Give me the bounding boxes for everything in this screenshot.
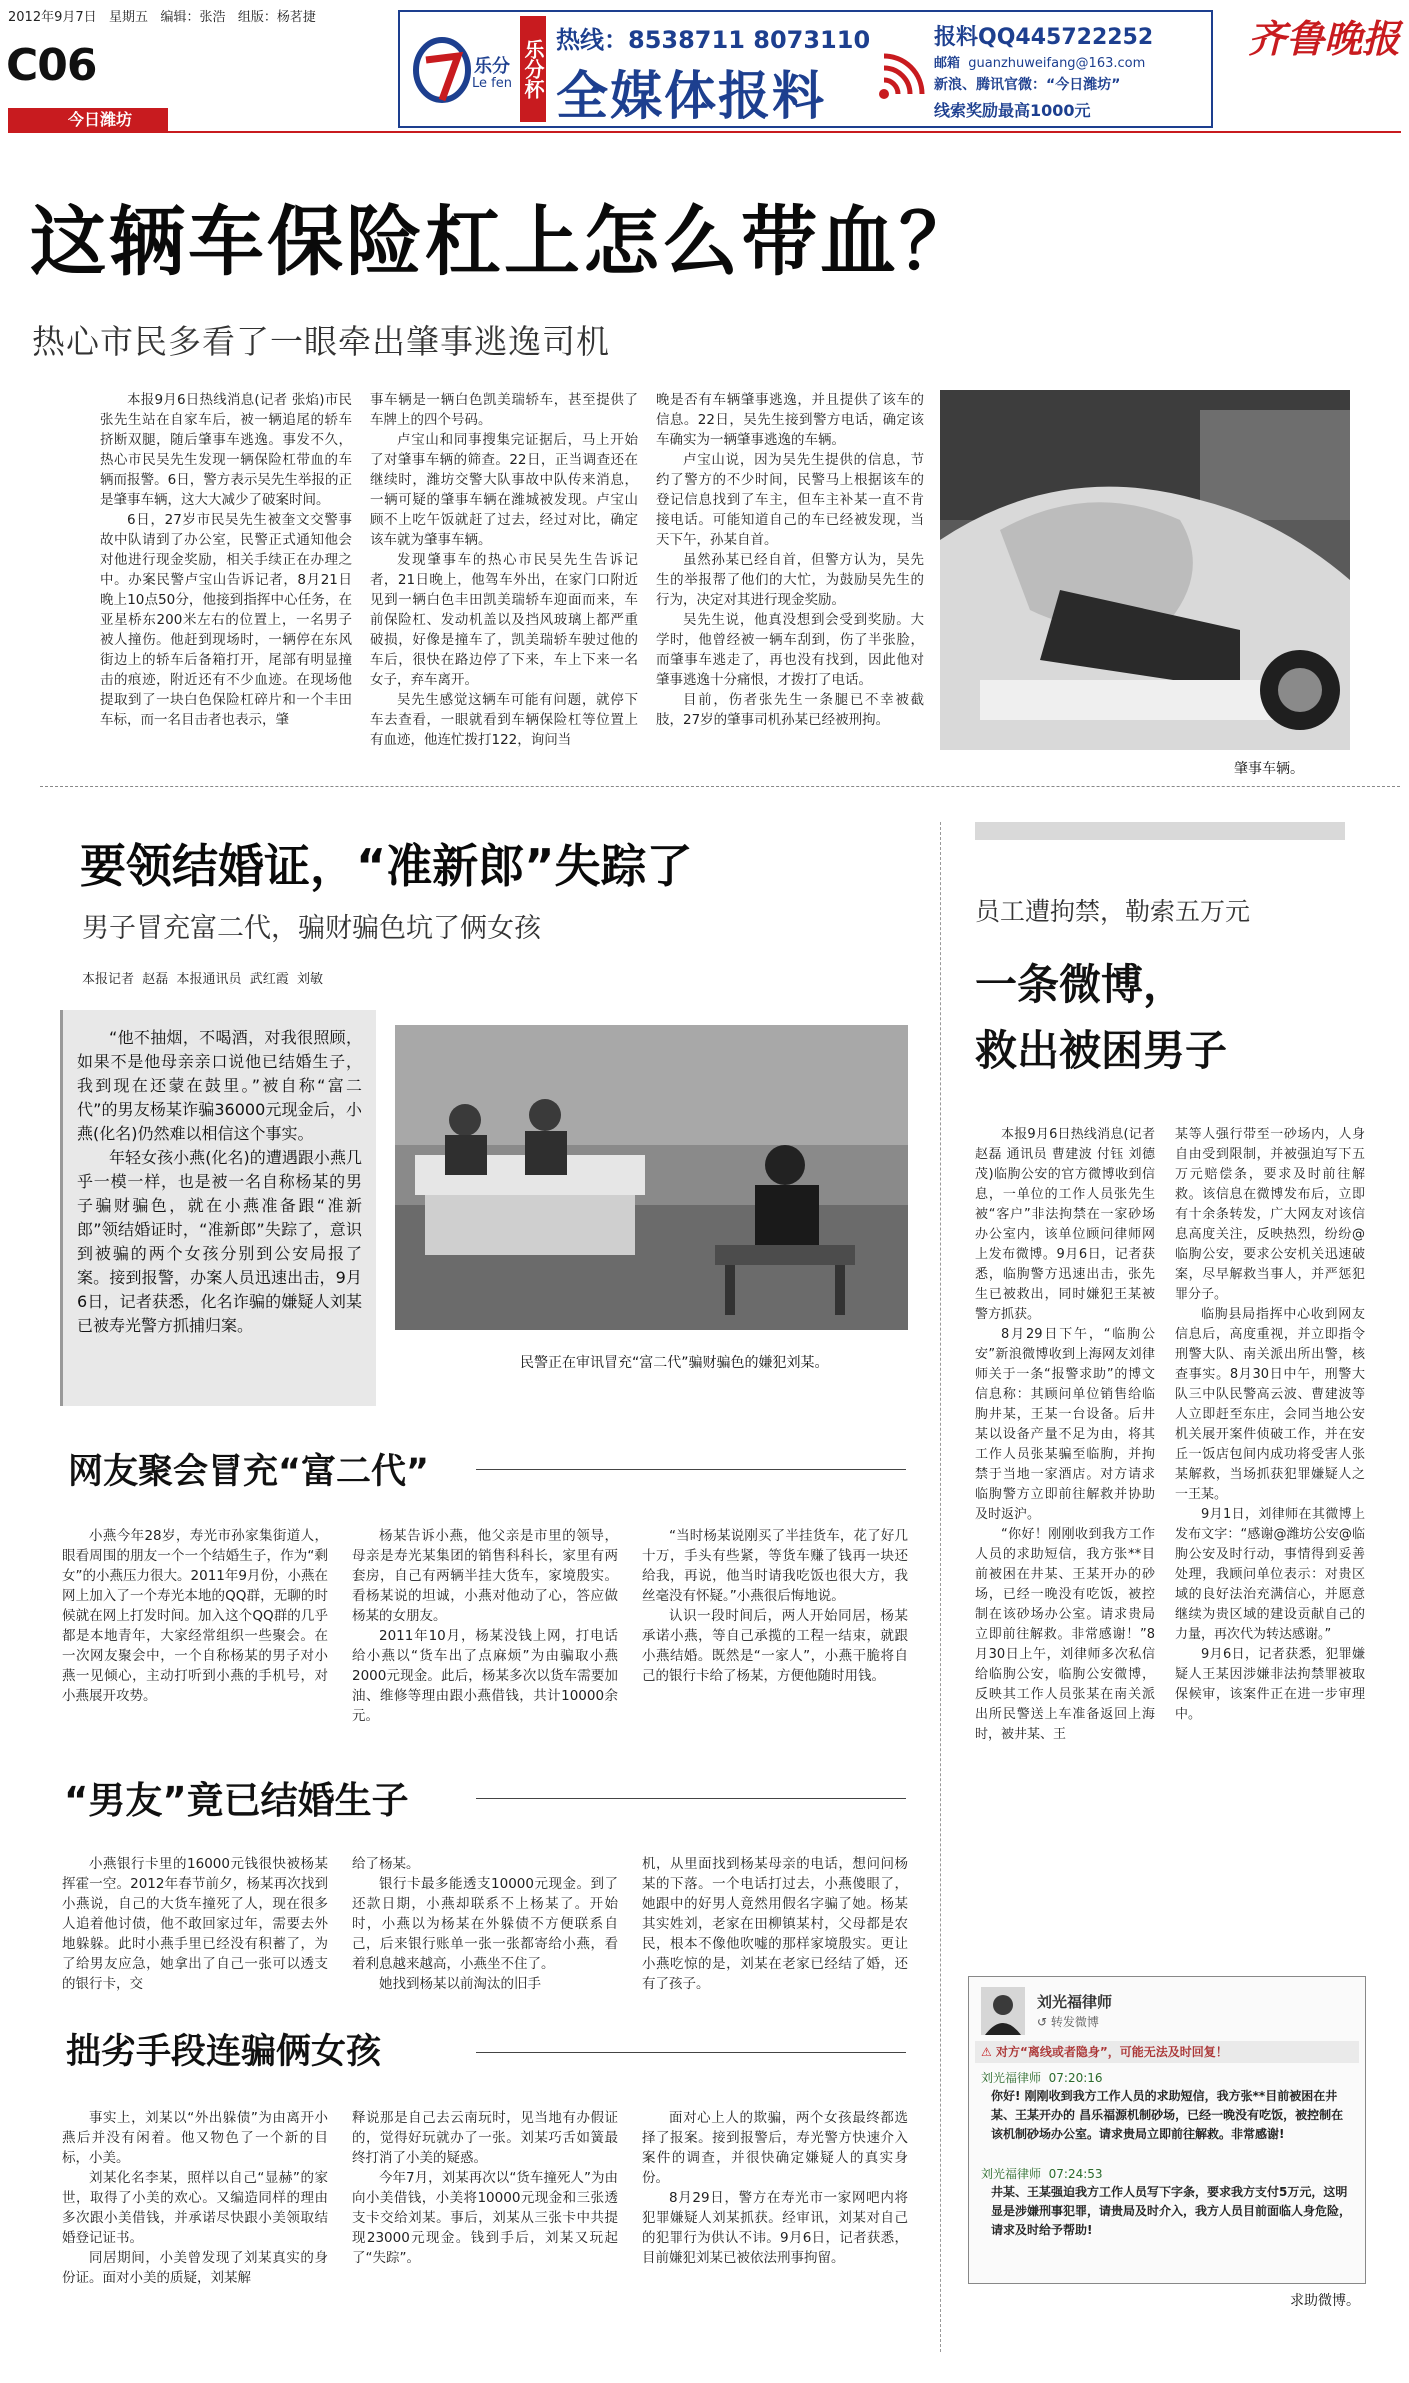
article2-sec3-col2-p1: 释说那是自己去云南玩时，见当地有办假证的，觉得好玩就办了一张。刘某巧舌如簧最终打消了小美的疑惑。 [352, 2110, 618, 2166]
column-divider [940, 822, 941, 2352]
article2-sec3-col3-p2: 8月29日，警方在寿光市一家网吧内将犯罪嫌疑人刘某抓获。经审讯，刘某对自己的犯罪行为供认不讳。9月6日，记者获悉，目前嫌犯刘某已被依法刑事拘留。 [642, 2190, 908, 2266]
article1-col3-p4: 吴先生说，他真没想到会受到奖励。大学时，他曾经被一辆车刮到，伤了半张脸，而肇事车逃走了，再也没有找到，因此他对肇事逃逸十分痛恨，才拨打了电话。 [656, 612, 924, 688]
article2-sec3-col2 [352, 2108, 618, 2268]
weibo-msg1-time: 刘光福律师 07:20:16 [981, 2071, 1103, 2085]
article2-sec3-col1-p1: 事实上，刘某以“外出躲债”为由离开小燕后并没有闲着。他又物色了一个新的目标，小美。 [62, 2110, 328, 2166]
ad-headline: 全媒体报料 [556, 67, 827, 127]
newspaper-name: 齐鲁晚报 [1248, 16, 1401, 61]
ad-hotline [556, 20, 870, 55]
ad-mail-label: 邮箱 [934, 56, 961, 71]
article3-col2 [1175, 1125, 1365, 1725]
article1-col2-p3: 发现肇事车的热心市民吴先生告诉记者，21日晚上，他驾车外出，在家门口附近见到一辆白色丰田凯美瑞轿车迎面而来，车前保险杠、发动机盖以及挡风玻璃上都严重破损，好像是撞车了，凯美瑞轿车驶过他的车后，很快在路边停了下来，车上下来一名女子，弃车离开。 [370, 552, 638, 688]
article1-subhead: 热心市民多看了一眼牵出肇事逃逸司机 [32, 322, 610, 361]
damaged-car-image [940, 390, 1350, 750]
article2-sec1-col3-p2: 认识一段时间后，两人开始同居，杨某承诺小燕，等自己承揽的工程一结束，就跟小燕结婚。既然是“一家人”，小燕干脆将自己的银行卡给了杨某，方便他随时用钱。 [642, 1608, 908, 1684]
lefen-logo-icon [412, 30, 472, 106]
article2-sec2-col2-p1: 给了杨某。 [352, 1856, 420, 1872]
weibo-screenshot [968, 1976, 1366, 2284]
article2-sec1-col2-p1: 杨某告诉小燕，他父亲是市里的领导，母亲是寿光某集团的销售科科长，家里有两套房，自己有两辆半挂大货车，家境殷实。看杨某说的坦诚，小燕对他动了心，答应做杨某的女朋友。 [352, 1528, 618, 1624]
masthead-date: 2012年9月7日 [8, 10, 97, 25]
signal-icon [876, 52, 926, 102]
weibo-repost-text: 对方“离线或者隐身”，可能无法及时回复！ [995, 2045, 1228, 2059]
article2-photo-caption: 民警正在审讯冒充“富二代”骗财骗色的嫌犯刘某。 [520, 1355, 829, 1371]
weibo-sub [1037, 2013, 1099, 2030]
article2-lead-p1: “他不抽烟，不喝酒，对我很照顾，如果不是他母亲亲口说他已结婚生子，我到现在还蒙在鼓里。”被自称“富二代”的男友杨某诈骗36000元现金后，小燕(化名)仍然难以相信这个事实。 [77, 1028, 362, 1143]
article1-col3 [656, 390, 924, 730]
hotline-numbers: 8538711 8073110 [628, 26, 871, 54]
article2-sec3-col2-p2: 今年7月，刘某再次以“货车撞死人”为由向小美借钱，小美将10000元现金和三张透支卡交给刘某。事后，刘某从三张卡中共提现23000元现金。钱到手后，刘某又玩起了“失踪”。 [352, 2170, 618, 2266]
repost-icon: ↺ [1037, 2015, 1048, 2029]
article2-sec1-col2 [352, 1526, 618, 1726]
article2-sec2-col3-p1: 机，从里面找到杨某母亲的电话，想问问杨某的下落。一个电话打过去，小燕傻眼了，她跟中的好男人竟然用假名字骗了她。杨某其实姓刘，老家在田柳镇某村，父母都是农民，根本不像他吹嘘的那样家境殷实。更让小燕吃惊的是，刘某在老家已经结了婚，还有了孩子。 [642, 1856, 908, 1992]
article1-col1-p1: 本报9月6日热线消息(记者 张焰)市民张先生站在自家车后，被一辆追尾的轿车挤断双腿，随后肇事车逃逸。事发不久，热心市民吴先生发现一辆保险杠带血的车辆而报警。6日，警方表示吴先生举报的正是肇事车辆，这大大减少了破案时间。 [100, 392, 352, 508]
ad-mail [934, 52, 1145, 71]
article2-sec3-rule [476, 2052, 906, 2053]
article1-headline: 这辆车保险杠上怎么带血？ [30, 197, 978, 286]
article3-col2-p1: 某等人强行带至一砂场内，人身自由受到限制，并被强迫写下五万元赔偿条，要求及时前往解救。该信息在微博发布后，立即有十余条转发，广大网友对该信息高度关注，反映热烈，纷纷@临朐公安，要求公安机关迅速破案，尽早解救当事人，并严惩犯罪分子。 [1175, 1127, 1365, 1302]
article2-sec1-title: 网友聚会冒充“富二代” [68, 1452, 430, 1492]
article1-col2-p4: 吴先生感觉这辆车可能有问题，就停下车去查看，一眼就看到车辆保险杠等位置上有血迹，他连忙拨打122，询问当 [370, 692, 638, 748]
article1-col2-p2: 卢宝山和同事搜集完证据后，马上开始了对肇事车辆的筛查。22日，正当调查还在继续时，潍坊交警大队事故中队传来消息，一辆可疑的肇事车辆在潍城被发现。卢宝山顾不上吃午饭就赶了过去，经过对比，确定该车就为肇事车辆。 [370, 432, 638, 548]
lefen-logo-name: 乐分 [474, 56, 510, 77]
article2-sec1-col1-p1: 小燕今年28岁，寿光市孙家集街道人，眼看周围的朋友一个一个结婚生子，作为“剩女”的小燕压力很大。2011年9月份，小燕在网上加入了一个寿光本地的QQ群，无聊的时候就在网上打发时间。加入这个QQ群的几乎都是本地青年，大家经常组织一些聚会。在一次网友聚会中，一个自称杨某的男子对小燕一见倾心，主动打听到小燕的手机号，对小燕展开攻势。 [62, 1528, 328, 1704]
ad-qq: 报料QQ445722252 [934, 25, 1154, 50]
article1-col3-p5: 目前，伤者张先生一条腿已不幸被截肢，27岁的肇事司机孙某已经被刑拘。 [656, 692, 924, 728]
ad-weibo: 新浪、腾讯官微：“今日潍坊” [934, 77, 1121, 93]
article2-sec2-title: “男友”竟已结婚生子 [64, 1779, 409, 1822]
ad-reward: 线索奖励最高1000元 [934, 101, 1091, 120]
masthead-rule [8, 131, 1401, 133]
avatar [981, 1987, 1025, 2035]
article1-col3-p2: 卢宝山说，因为吴先生提供的信息，节约了警方的不少时间，民警马上根据该车的登记信息找到了车主，但车主补某一直不肯接电话。可能知道自己的车已经被发现，当天下午，孙某自首。 [656, 452, 924, 548]
article2-sec3-col3 [642, 2108, 908, 2268]
article3-col2-p3: 9月1日，刘律师在其微博上发布文字：“感谢@潍坊公安@临朐公安及时行动，事情得到妥善处理，我顾问单位表示：对贵区域的良好法治充满信心，并愿意继续为贵区域的建设贡献自己的力量，再次代为转达感谢。” [1175, 1507, 1365, 1642]
article3-col1-p1: 本报9月6日热线消息(记者 赵磊 通讯员 曹建波 付钰 刘德茂)临朐公安的官方微博收到信息，一单位的工作人员张先生被“客户”非法拘禁在一家砂场办公室内，该单位顾问律师网上发布微博。9月6日，记者获悉，临朐警方迅速出击，张先生已被救出，同时嫌犯王某被警方抓获。 [975, 1127, 1155, 1322]
article3-col2-p2: 临朐县局指挥中心收到网友信息后，高度重视，并立即指令刑警大队、南关派出所出警，核查事实。8月30日中午，刑警大队三中队民警高云波、曹建波等人立即赶至东庄，会同当地公安机关展开案件侦破工作，并在安丘一饭店包间内成功将受害人张某解救，当场抓获犯罪嫌疑人之一王某。 [1175, 1307, 1365, 1502]
article1-car-photo [940, 390, 1350, 750]
hotline-label: 热线： [556, 26, 628, 54]
article2-sec2-rule [476, 1798, 906, 1799]
warning-icon: ⚠ [981, 2045, 992, 2059]
article3-photo-caption: 求助微博。 [1290, 2293, 1360, 2309]
article2-lead-p2: 年轻女孩小燕(化名)的遭遇跟小燕几乎一模一样，也是被一名自称杨某的男子骗财骗色，就在小燕准备跟“准新郎”领结婚证时，“准新郎”失踪了，意识到被骗的两个女孩分别到公安局报了案。接到报警，办案人员迅速出击，9月6日，记者获悉，化名诈骗的嫌疑人刘某已被寿光警方抓捕归案。 [77, 1148, 362, 1335]
article2-sec2-col2 [352, 1854, 618, 1994]
article3-kicker: 员工遭拘禁，勒索五万元 [975, 897, 1251, 926]
article1-col3-p1: 晚是否有车辆肇事逃逸，并且提供了该车的信息。22日，吴先生接到警方电话，确定该车确实为一辆肇事逃逸的车辆。 [656, 392, 924, 448]
article2-sec2-col1 [62, 1854, 328, 1994]
masthead-designer: 组版：杨茗捷 [237, 10, 316, 25]
article2-sec3-col1 [62, 2108, 328, 2288]
article2-sec1-col2-p2: 2011年10月，杨某没钱上网，打电话给小燕以“货车出了点麻烦”为由骗取小燕2000元现金。此后，杨某多次以货车需要加油、维修等理由跟小燕借钱，共计10000余元。 [352, 1628, 618, 1724]
article3-col1-p2: 8月29日下午，“临朐公安”新浪微博收到上海网友刘律师关于一条“报警求助”的博文信息称：其顾问单位销售给临朐井某，王某一台设备。后井某以设备产量不足为由，将其工作人员张某骗至临朐，并拘禁于当地一家酒店。对方请求临朐警方立即前往解救并协助及时返沪。 [975, 1327, 1155, 1522]
weibo-repost-bar [975, 2041, 1359, 2063]
article2-sec1-col1 [62, 1526, 328, 1706]
weibo-msg1: 你好! 刚刚收到我方工作人员的求助短信，我方张**目前被困在井某、王某开办的 昌乐福源机制砂场，已经一晚没有吃饭，被控制在该机制砂场办公室。请求贵局立即前往解救。非常感谢! [991, 2089, 1344, 2141]
masthead-editor: 编辑：张浩 [160, 10, 226, 25]
ad-banner [398, 10, 1213, 128]
article2-sec3-col3-p1: 面对心上人的欺骗，两个女孩最终都选择了报案。接到报警后，寿光警方快速介入案件的调查，并很快确定嫌疑人的真实身份。 [642, 2110, 908, 2186]
article2-sec2-col1-p1: 小燕银行卡里的16000元钱很快被杨某挥霍一空。2012年春节前夕，杨某再次找到小燕说，自己的大货车撞死了人，现在很多人追着他讨债，他不敢回家过年，需要去外地躲躲。此时小燕手里已经没有积蓄了，为了给男友应急，她拿出了自己一张可以透支的银行卡，交 [62, 1856, 328, 1992]
article2-sec2-col3 [642, 1854, 908, 1994]
article3-top-bar [975, 822, 1345, 840]
page-number: C06 [6, 40, 97, 91]
masthead-dateline [8, 6, 316, 25]
article2-sec1-col3-p1: “当时杨某说刚买了半挂货车，花了好几十万，手头有些紧，等货车赚了钱再一块还给我，再说，他当时请我吃饭也很大方，我丝毫没有怀疑。”小燕很后悔地说。 [642, 1528, 908, 1604]
article1-col1 [100, 390, 352, 730]
masthead-weekday: 星期五 [109, 10, 149, 25]
article2-lead-box [60, 1010, 376, 1406]
article3-col2-p4: 9月6日，记者获悉，犯罪嫌疑人王某因涉嫌非法拘禁罪被取保候审，该案件正在进一步审理中。 [1175, 1647, 1365, 1722]
article2-headline: 要领结婚证，“准新郎”失踪了 [80, 839, 693, 893]
article2-sec1-col3 [642, 1526, 908, 1686]
lefen-logo-sub: Le fen [472, 76, 512, 91]
ad-tag: 乐分杯 [520, 16, 546, 122]
article1-col1-p2: 6日，27岁市民吴先生被奎文交警事故中队请到了办公室，民警正式通知他会对他进行现金奖励，相关手续正在办理之中。办案民警卢宝山告诉记者，8月21日晚上10点50分，他接到指挥中心任务，在亚星桥东200米左右的位置上，一名男子被人撞伤。他赶到现场时，一辆停在东风街边上的轿车后备箱打开，尾部有明显撞击的痕迹，附近还有不少血迹。在现场他提取到了一块白色保险杠碎片和一个丰田车标，而一名目击者也表示，肇 [100, 512, 352, 728]
article3-col1-p3: “你好！刚刚收到我方工作人员的求助短信，我方张**目前被困在井某、王某开办的砂场，已经一晚没有吃饭，被控制在该砂场办公室。请求贵局立即前往解救。非常感谢！”8月30日上午，刘律师多次私信给临朐公安，临朐公安微博，反映其工作人员张某在南关派出所民警送上车准备返回上海时，被井某、王 [975, 1527, 1155, 1742]
weibo-name: 刘光福律师 [1037, 1993, 1113, 2011]
article2-sec2-col2-p2: 银行卡最多能透支10000元现金。到了还款日期，小燕却联系不上杨某了。开始时，小燕以为杨某在外躲债不方便联系自己，后来银行账单一张一张都寄给小燕，看着利息越来越高，小燕坐不住了。 [352, 1876, 618, 1972]
article2-sec2-col2-p3: 她找到杨某以前淘汰的旧手 [379, 1976, 541, 1992]
article2-sec3-col1-p3: 同居期间，小美曾发现了刘某真实的身份证。面对小美的质疑，刘某解 [62, 2250, 328, 2286]
article3-headline-line2: 救出被困男子 [975, 1026, 1228, 1075]
user-avatar-icon [981, 1987, 1025, 2035]
weibo-sub-label: 转发微博 [1050, 2015, 1099, 2029]
article2-sec1-rule [476, 1469, 906, 1470]
article2-subhead: 男子冒充富二代，骗财骗色坑了俩女孩 [82, 913, 541, 944]
weibo-msg2-time: 刘光福律师 07:24:53 [981, 2167, 1103, 2181]
article2-byline: 本报记者 赵磊 本报通讯员 武红霞 刘敏 [82, 972, 324, 987]
article3-col1 [975, 1125, 1155, 1745]
article1-bottom-rule [40, 786, 1400, 787]
article2-sec3-title: 拙劣手段连骗俩女孩 [66, 2032, 382, 2072]
weibo-msg2: 井某、王某强迫我方工作人员写下字条，要求我方支付5万元，这明显是涉嫌刑事犯罪，请贵局及时介入，我方人员目前面临人身危险，请求及时给予帮助! [991, 2185, 1352, 2237]
section-tab: 今日潍坊 [8, 108, 168, 132]
ad-mail-address: guanzhuweifang@163.com [968, 56, 1146, 71]
article3-headline-line1: 一条微博， [975, 960, 1186, 1009]
article2-sec3-col1-p2: 刘某化名李某，照样以自己“显赫”的家世，取得了小美的欢心。又编造同样的理由多次跟小美借钱，并承诺尽快跟小美领取结婚登记证书。 [62, 2170, 328, 2246]
lefen-logo [412, 30, 472, 106]
article2-photo [395, 1025, 908, 1330]
article1-photo-caption: 肇事车辆。 [1234, 761, 1304, 777]
article1-col2-p1: 事车辆是一辆白色凯美瑞轿车，甚至提供了车牌上的四个号码。 [370, 392, 638, 428]
article1-col3-p3: 虽然孙某已经自首，但警方认为，吴先生的举报帮了他们的大忙，为鼓励吴先生的行为，决定对其进行现金奖励。 [656, 552, 924, 608]
interrogation-room-image [395, 1025, 908, 1330]
article1-col2 [370, 390, 638, 750]
